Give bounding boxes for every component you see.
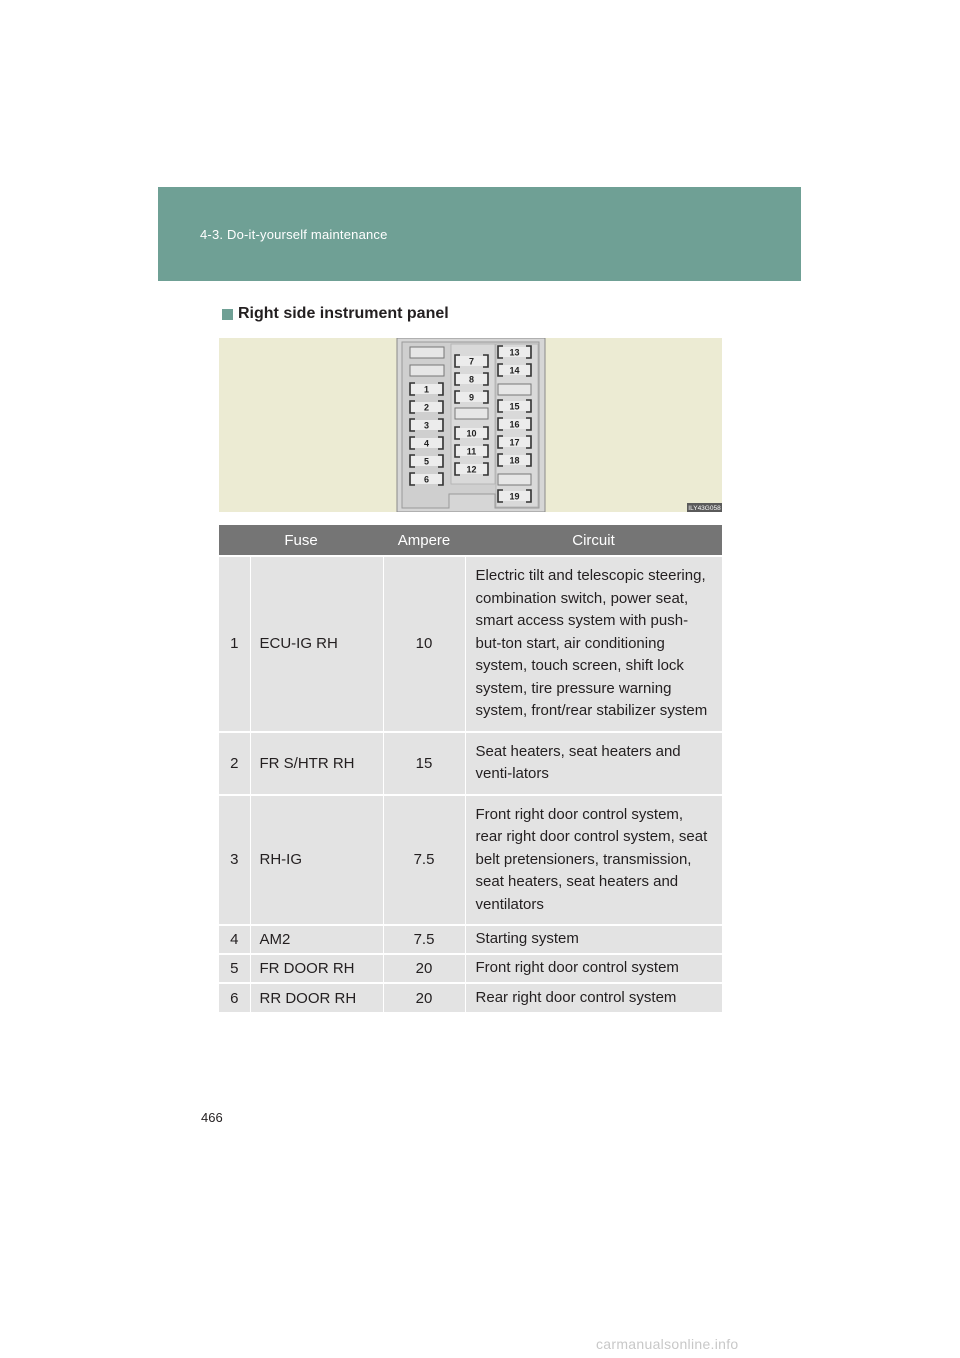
fuse-label: 12: [466, 464, 477, 475]
fuse-slot-8: [455, 373, 488, 385]
fuse-label: 1: [423, 384, 430, 395]
fuse-slot-14: [498, 364, 531, 376]
fuse-slot-5: [410, 455, 443, 467]
fuse-label: 8: [468, 374, 475, 385]
fuse-label: 13: [509, 347, 520, 358]
header-band: [158, 187, 801, 281]
fuse-slot-10: [455, 427, 488, 439]
fuse-slot-4: [410, 437, 443, 449]
fuse-label: 19: [509, 491, 520, 502]
page-number: 466: [201, 1110, 223, 1125]
table-header-row: [219, 525, 722, 556]
fuse-label: 2: [423, 402, 430, 413]
fuse-slot-12: [455, 463, 488, 475]
watermark: carmanualsonline.info: [596, 1336, 739, 1352]
fuse-number: 1: [219, 556, 250, 732]
fuse-number: 6: [219, 983, 250, 1012]
fuse-slot-2: [410, 401, 443, 413]
fuse-number: 4: [219, 925, 250, 954]
fuse-name: AM2: [250, 925, 383, 954]
table-row: [219, 732, 722, 795]
fuse-label: 9: [468, 392, 475, 403]
fuse-slot-17: [498, 436, 531, 448]
fuse-ampere: 20: [383, 954, 465, 983]
fuse-slot-1: [410, 383, 443, 395]
fuse-label: 3: [423, 420, 430, 431]
fuse-label: 10: [466, 428, 477, 439]
fuse-circuit: Front right door control system: [465, 954, 722, 983]
fuse-slot-19: [498, 490, 531, 502]
header-circuit: Circuit: [465, 525, 722, 556]
fuse-circuit: Seat heaters, seat heaters and venti-lators: [465, 732, 722, 795]
fuse-label: 17: [509, 437, 520, 448]
fuse-slot-18: [498, 454, 531, 466]
fuse-number: 5: [219, 954, 250, 983]
section-title: [222, 305, 449, 323]
fuse-label: 7: [468, 356, 475, 367]
fuse-slot-16: [498, 418, 531, 430]
table-row: [219, 925, 722, 954]
fuse-name: ECU-IG RH: [250, 556, 383, 732]
fuse-label: 6: [423, 474, 430, 485]
image-code: ILY43G058: [688, 505, 721, 512]
fuse-slot-11: [455, 445, 488, 457]
table-row: [219, 795, 722, 926]
fuse-box-svg: [219, 338, 722, 512]
fuse-name: RH-IG: [250, 795, 383, 926]
fuse-ampere: 10: [383, 556, 465, 732]
fuse-circuit: Front right door control system, rear right door control system, seat belt pretensioners, transmission, seat heaters, seat heaters and ventilators: [465, 795, 722, 926]
table-row: [219, 556, 722, 732]
fuse-ampere: 7.5: [383, 925, 465, 954]
fuse-number: 3: [219, 795, 250, 926]
square-bullet-icon: [222, 309, 233, 320]
fuse-name: FR DOOR RH: [250, 954, 383, 983]
fuse-table: [219, 525, 722, 1012]
section-breadcrumb: 4-3. Do-it-yourself maintenance: [200, 227, 388, 242]
fuse-label: 18: [509, 455, 520, 466]
section-title-text: Right side instrument panel: [238, 305, 449, 322]
fuse-slot-13: [498, 346, 531, 358]
fuse-ampere: 20: [383, 983, 465, 1012]
header-ampere: Ampere: [383, 525, 465, 556]
fuse-slot-3: [410, 419, 443, 431]
header-fuse: Fuse: [219, 525, 383, 556]
fuse-label: 11: [466, 446, 477, 457]
fuse-slot-15: [498, 400, 531, 412]
fuse-label: 4: [423, 438, 430, 449]
fuse-name: FR S/HTR RH: [250, 732, 383, 795]
fuse-box-diagram: [219, 338, 722, 512]
fuse-label: 5: [423, 456, 430, 467]
table-row: [219, 954, 722, 983]
fuse-label: 16: [509, 419, 520, 430]
fuse-slot-6: [410, 473, 443, 485]
fuse-circuit: Starting system: [465, 925, 722, 954]
fuse-number: 2: [219, 732, 250, 795]
fuse-circuit: Electric tilt and telescopic steering, combination switch, power seat, smart access system with push-but-ton start, air conditioning system, touch screen, shift lock system, tire pressure warning system, front/rear stabilizer system: [465, 556, 722, 732]
fuse-label: 15: [509, 401, 520, 412]
fuse-circuit: Rear right door control system: [465, 983, 722, 1012]
fuse-slot-9: [455, 391, 488, 403]
fuse-ampere: 7.5: [383, 795, 465, 926]
fuse-label: 14: [509, 365, 520, 376]
fuse-name: RR DOOR RH: [250, 983, 383, 1012]
fuse-ampere: 15: [383, 732, 465, 795]
table-row: [219, 983, 722, 1012]
fuse-slot-7: [455, 355, 488, 367]
